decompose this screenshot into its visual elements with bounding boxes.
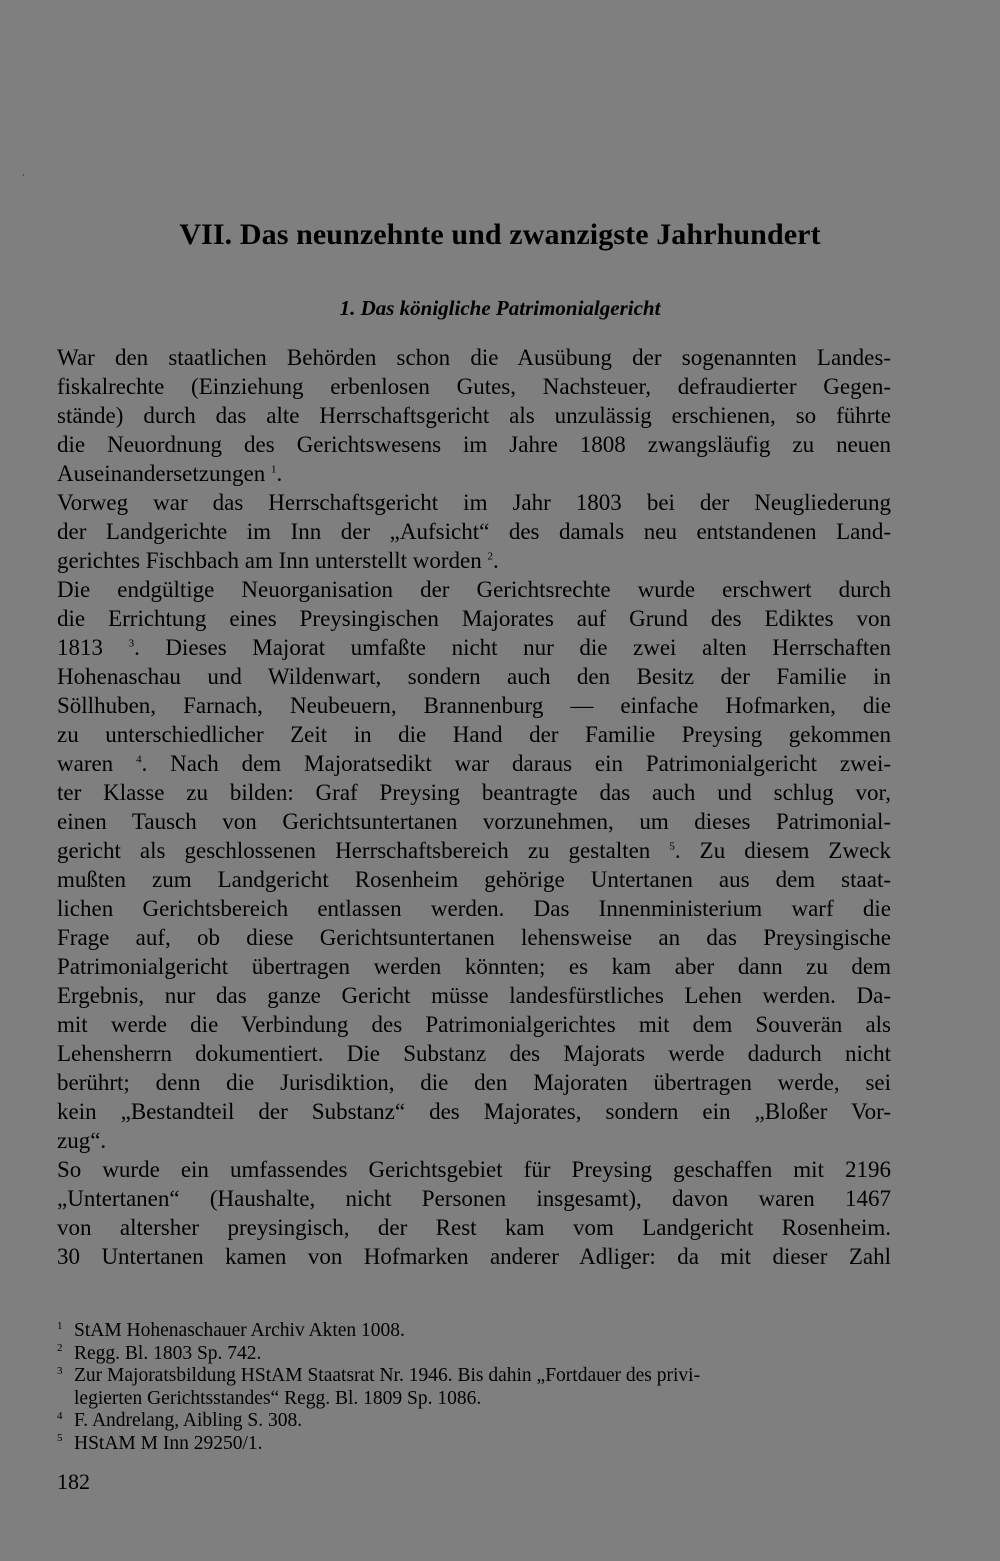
text-fragment: Auseinandersetzungen [57, 461, 266, 486]
text-line: Hohenaschau und Wildenwart, sondern auch den Besitz der Familie in [57, 664, 891, 689]
footnote: 3 Zur Majoratsbildung HStAM Staatsrat Nr. 1946. Bis dahin „Fortdauer des privi- legierten Gerichtsstandes“ Regg. Bl. 1809 Sp. 1086. [57, 1365, 891, 1410]
footnote: 2 Regg. Bl. 1803 Sp. 742. [57, 1342, 262, 1364]
text-line: berührt; denn die Jurisdiktion, die den Majoraten übertragen werde, sei [57, 1070, 891, 1095]
text-line [57, 546, 891, 575]
text-line: stände) durch das alte Herrschaftsgericht als unzulässig erschienen, so führte [57, 403, 891, 428]
footnote: 1 StAM Hohenaschauer Archiv Akten 1008. [57, 1319, 405, 1341]
footnote-text: StAM Hohenaschauer Archiv Akten 1008. [74, 1320, 405, 1341]
text-fragment: 1813 [57, 635, 103, 660]
text-line: die Neuordnung des Gerichtswesens im Jahre 1808 zwangsläufig zu neuen [57, 432, 891, 457]
text-line: ter Klasse zu bilden: Graf Preysing beantragte das auch und schlug vor, [57, 780, 891, 805]
chapter-title: VII. Das neunzehnte und zwanzigste Jahrhundert [179, 218, 821, 251]
text-fragment: . [493, 548, 499, 573]
text-line: kein „Bestandteil der Substanz“ des Majorates, sondern ein „Bloßer Vor- [57, 1099, 891, 1124]
text-line: einen Tausch von Gerichtsuntertanen vorzunehmen, um dieses Patrimonial- [57, 809, 891, 834]
paragraph [57, 488, 891, 575]
paragraph [57, 575, 891, 1155]
footnote-text: F. Andrelang, Aibling S. 308. [74, 1410, 303, 1431]
text-line: 30 Untertanen kamen von Hofmarken anderer Adliger: da mit dieser Zahl [57, 1244, 891, 1269]
footnote-ref: 2 [487, 550, 493, 563]
text-line: Vorweg war das Herrschaftsgericht im Jahr 1803 bei der Neugliederung [57, 490, 891, 515]
scan-speck: · [22, 171, 25, 180]
text-fragment: gericht als geschlossenen Herrschaftsbereich zu gestalten [57, 838, 651, 863]
text-line: Ergebnis, nur das ganze Gericht müsse landesfürstliches Lehen werden. Da- [57, 983, 891, 1008]
text-line: lichen Gerichtsbereich entlassen werden. Das Innenministerium warf die [57, 896, 891, 921]
text-fragment: waren [57, 751, 114, 776]
text-line: Patrimonialgericht übertragen werden könnten; es kam aber dann zu dem [57, 954, 891, 979]
footnote-ref: 3 [128, 637, 135, 650]
text-fragment: . [276, 461, 283, 486]
text-line: der Landgerichte im Inn der „Aufsicht“ des damals neu entstandenen Land- [57, 519, 891, 544]
body-text [57, 343, 891, 1271]
text-line: mußten zum Landgericht Rosenheim gehörige Untertanen aus dem staat- [57, 867, 891, 892]
text-line: „Untertanen“ (Haushalte, nicht Personen insgesamt), davon waren 1467 [57, 1186, 891, 1211]
text-line: die Errichtung eines Preysingischen Majorates auf Grund des Ediktes von [57, 606, 891, 631]
text-line: Frage auf, ob diese Gerichtsuntertanen lehensweise an das Preysingische [57, 925, 891, 950]
footnote-ref: 5 [669, 840, 675, 853]
footnote-text: Zur Majoratsbildung HStAM Staatsrat Nr. 1946. Bis dahin „Fortdauer des privi- [74, 1365, 701, 1386]
footnote: 4 F. Andrelang, Aibling S. 308. [57, 1409, 303, 1431]
text-line: Söllhuben, Farnach, Neubeuern, Brannenburg — einfache Hofmarken, die [57, 693, 891, 718]
text-line [57, 836, 891, 865]
text-fragment: . Nach dem Majoratsedikt war daraus ein Patrimonialgericht zwei- [141, 751, 891, 776]
paragraph [57, 1155, 891, 1271]
footnote-text: Regg. Bl. 1803 Sp. 742. [74, 1342, 262, 1364]
footnote: 5 HStAM M Inn 29250/1. [57, 1432, 263, 1454]
footnote-text-continued: legierten Gerichtsstandes“ Regg. Bl. 1809 Sp. 1086. [74, 1387, 482, 1409]
text-line: Lehensherrn dokumentiert. Die Substanz des Majorats werde dadurch nicht [57, 1041, 891, 1066]
section-title: 1. Das königliche Patrimonialgericht [339, 296, 661, 320]
paragraph [57, 343, 891, 488]
text-line: So wurde ein umfassendes Gerichtsgebiet für Preysing geschaffen mit 2196 [57, 1157, 891, 1182]
text-line: zug“. [57, 1128, 107, 1153]
text-line: Die endgültige Neuorganisation der Gerichtsrechte wurde erschwert durch [57, 577, 891, 602]
footnote-text: HStAM M Inn 29250/1. [74, 1432, 263, 1454]
text-fragment: . Zu diesem Zweck [674, 838, 891, 863]
text-fragment: . Dieses Majorat umfaßte nicht nur die zwei alten Herrschaften [134, 635, 892, 660]
text-line: von altersher preysingisch, der Rest kam vom Landgericht Rosenheim. [57, 1215, 891, 1240]
text-line: zu unterschiedlicher Zeit in die Hand der Familie Preysing gekommen [57, 722, 891, 747]
text-fragment: gerichtes Fischbach am Inn unterstellt worden [57, 548, 482, 573]
text-line: mit werde die Verbindung des Patrimonialgerichtes mit dem Souverän als [57, 1012, 891, 1037]
footnote-ref: 1 [270, 463, 277, 476]
footnote-ref: 4 [136, 753, 142, 766]
page-number: 182 [57, 1469, 90, 1494]
text-line [57, 459, 891, 488]
footnotes [57, 1320, 891, 1455]
text-line: War den staatlichen Behörden schon die Ausübung der sogenannten Landes- [57, 345, 891, 370]
text-line: fiskalrechte (Einziehung erbenlosen Gutes, Nachsteuer, defraudierter Gegen- [57, 374, 891, 399]
text-line [57, 749, 891, 778]
text-line [57, 633, 891, 662]
